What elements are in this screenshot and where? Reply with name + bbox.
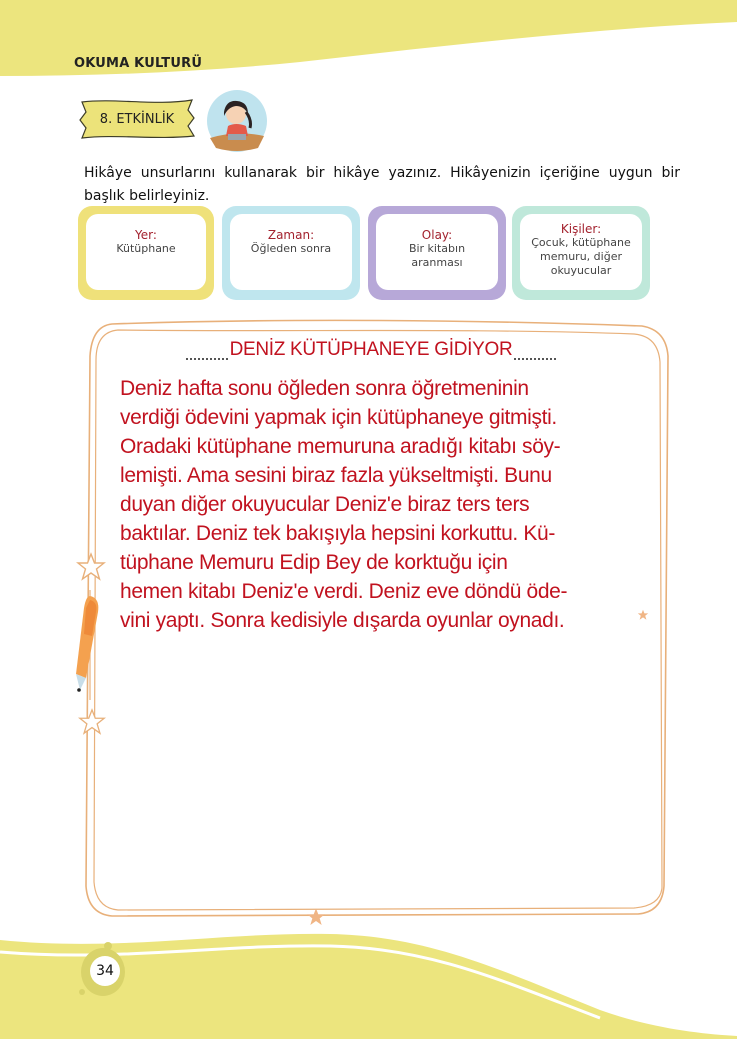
card-place (78, 206, 214, 300)
card-characters (512, 206, 650, 300)
section-title: OKUMA KULTURÜ (74, 56, 203, 71)
card-title: Yer: (135, 228, 157, 242)
card-title: Olay: (421, 228, 453, 242)
star-outline-icon (78, 708, 106, 736)
instructions-text: Hikâye unsurlarını kullanarak bir hikâye yazınız. Hikâyenizin içeriğine uygun bir başlık belirleyiniz. (84, 165, 680, 204)
activity-label: 8. ETKİNLİK (99, 111, 175, 127)
card-title: Kişiler: (560, 222, 602, 236)
story-line: baktılar. Deniz tek bakışıyla hepsini korkuttu. Kü- (120, 522, 556, 545)
story-text (120, 374, 640, 635)
story-title: DENİZ KÜTÜPHANEYE GİDİYOR (229, 339, 513, 360)
card-value: Öğleden sonra (250, 242, 332, 255)
card-value: Çocuk, kütüphane memuru, diğer okuyucular (531, 236, 631, 277)
pencil-icon (68, 590, 108, 700)
card-event (368, 206, 506, 300)
story-line: lemişti. Ama sesini biraz fazla yükseltmişti. Bunu (120, 464, 552, 487)
story-elements-cards (78, 206, 678, 302)
page-number: 34 (90, 956, 120, 986)
star-icon (306, 907, 326, 927)
story-title-line (186, 334, 556, 360)
star-outline-icon (76, 552, 106, 582)
activity-badge (76, 96, 198, 142)
girl-writing-icon (206, 90, 268, 152)
story-line: tüphane Memuru Edip Bey de korktuğu için (120, 551, 508, 574)
story-line: hemen kitabı Deniz'e verdi. Deniz eve döndü öde- (120, 580, 568, 603)
card-value: Bir kitabın aranması (408, 242, 466, 269)
card-title: Zaman: (267, 228, 315, 242)
story-line: vini yaptı. Sonra kedisiyle dışarda oyunlar oynadı. (120, 609, 565, 632)
story-line: Deniz hafta sonu öğleden sonra öğretmeninin (120, 377, 529, 400)
story-line: Oradaki kütüphane memuruna aradığı kitabı söy- (120, 435, 561, 458)
story-line: verdiği ödevini yapmak için kütüphaneye gitmişti. (120, 406, 557, 429)
story-line: duyan diğer okuyucular Deniz'e biraz ters ters (120, 493, 530, 516)
card-time (222, 206, 360, 300)
card-value: Kütüphane (116, 242, 176, 255)
